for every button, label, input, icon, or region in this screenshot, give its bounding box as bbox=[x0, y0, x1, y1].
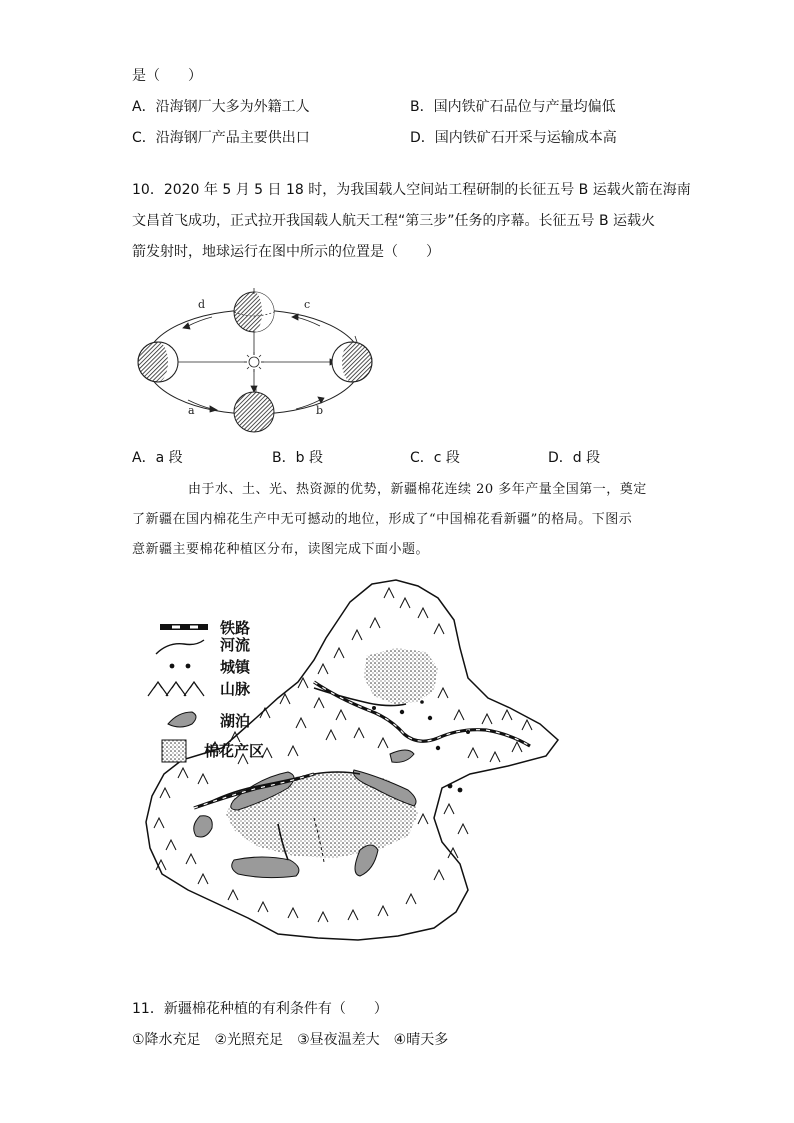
earth-right-icon bbox=[332, 336, 372, 382]
legend-cotton-symbol bbox=[162, 740, 186, 762]
earth-top-icon bbox=[234, 288, 274, 332]
q10-option-c: C．c 段 bbox=[410, 450, 460, 466]
orbit-label-c: c bbox=[304, 298, 311, 311]
q9-stem-tail: 是（ ） bbox=[132, 68, 202, 84]
legend-lake-label: 湖泊 bbox=[220, 712, 251, 730]
legend-railway-label: 铁路 bbox=[220, 619, 251, 637]
q10-stem-line3: 箭发射时，地球运行在图中所示的位置是（ ） bbox=[132, 244, 440, 260]
q10-stem-line1: 10．2020 年 5 月 5 日 18 时，为我国载人空间站工程研制的长征五号 B 运载火箭在海南 bbox=[132, 182, 691, 198]
legend-river-symbol bbox=[156, 640, 204, 654]
legend-cotton-label: 棉花产区 bbox=[204, 742, 265, 760]
earth-left-icon bbox=[138, 342, 178, 382]
q10-option-b: B．b 段 bbox=[272, 450, 323, 466]
q9-option-a: A．沿海钢厂大多为外籍工人 bbox=[132, 99, 310, 115]
orbit-label-a: a bbox=[188, 404, 195, 417]
legend-town-label: 城镇 bbox=[220, 658, 251, 676]
legend-mountain-symbol bbox=[148, 682, 204, 696]
q9-option-b: B．国内铁矿石品位与产量均偏低 bbox=[410, 99, 616, 115]
q10-option-d: D．d 段 bbox=[548, 450, 601, 466]
passage-line1: 由于水、土、光、热资源的优势，新疆棉花连续 20 多年产量全国第一，奠定 bbox=[188, 482, 647, 497]
orbit-label-d: d bbox=[198, 298, 206, 311]
xinjiang-cotton-map bbox=[138, 578, 588, 946]
q10-option-a: A．a 段 bbox=[132, 450, 183, 466]
earth-bottom-icon bbox=[234, 386, 274, 432]
legend-river-label: 河流 bbox=[220, 636, 251, 654]
legend-town-symbol bbox=[170, 664, 191, 669]
q11-stem: 11．新疆棉花种植的有利条件有（ ） bbox=[132, 1001, 388, 1017]
q9-option-d: D．国内铁矿石开采与运输成本高 bbox=[410, 130, 617, 146]
sun-icon bbox=[244, 352, 264, 372]
legend-mountain-label: 山脉 bbox=[220, 680, 251, 698]
q9-option-c: C．沿海钢厂产品主要供出口 bbox=[132, 130, 310, 146]
legend-railway-symbol bbox=[160, 624, 208, 630]
q11-choices: ①降水充足 ②光照充足 ③昼夜温差大 ④晴天多 bbox=[132, 1032, 449, 1048]
earth-orbit-diagram bbox=[130, 280, 380, 440]
orbit-label-b: b bbox=[316, 404, 324, 417]
passage-line2: 了新疆在国内棉花生产中无可撼动的地位，形成了“中国棉花看新疆”的格局。下图示 bbox=[132, 512, 633, 527]
q10-stem-line2: 文昌首飞成功，正式拉开我国载人航天工程“第三步”任务的序幕。长征五号 B 运载火 bbox=[132, 213, 656, 229]
passage-line3: 意新疆主要棉花种植区分布，读图完成下面小题。 bbox=[132, 542, 430, 557]
xinjiang-outline bbox=[146, 580, 558, 940]
legend-lake-symbol bbox=[168, 712, 196, 727]
